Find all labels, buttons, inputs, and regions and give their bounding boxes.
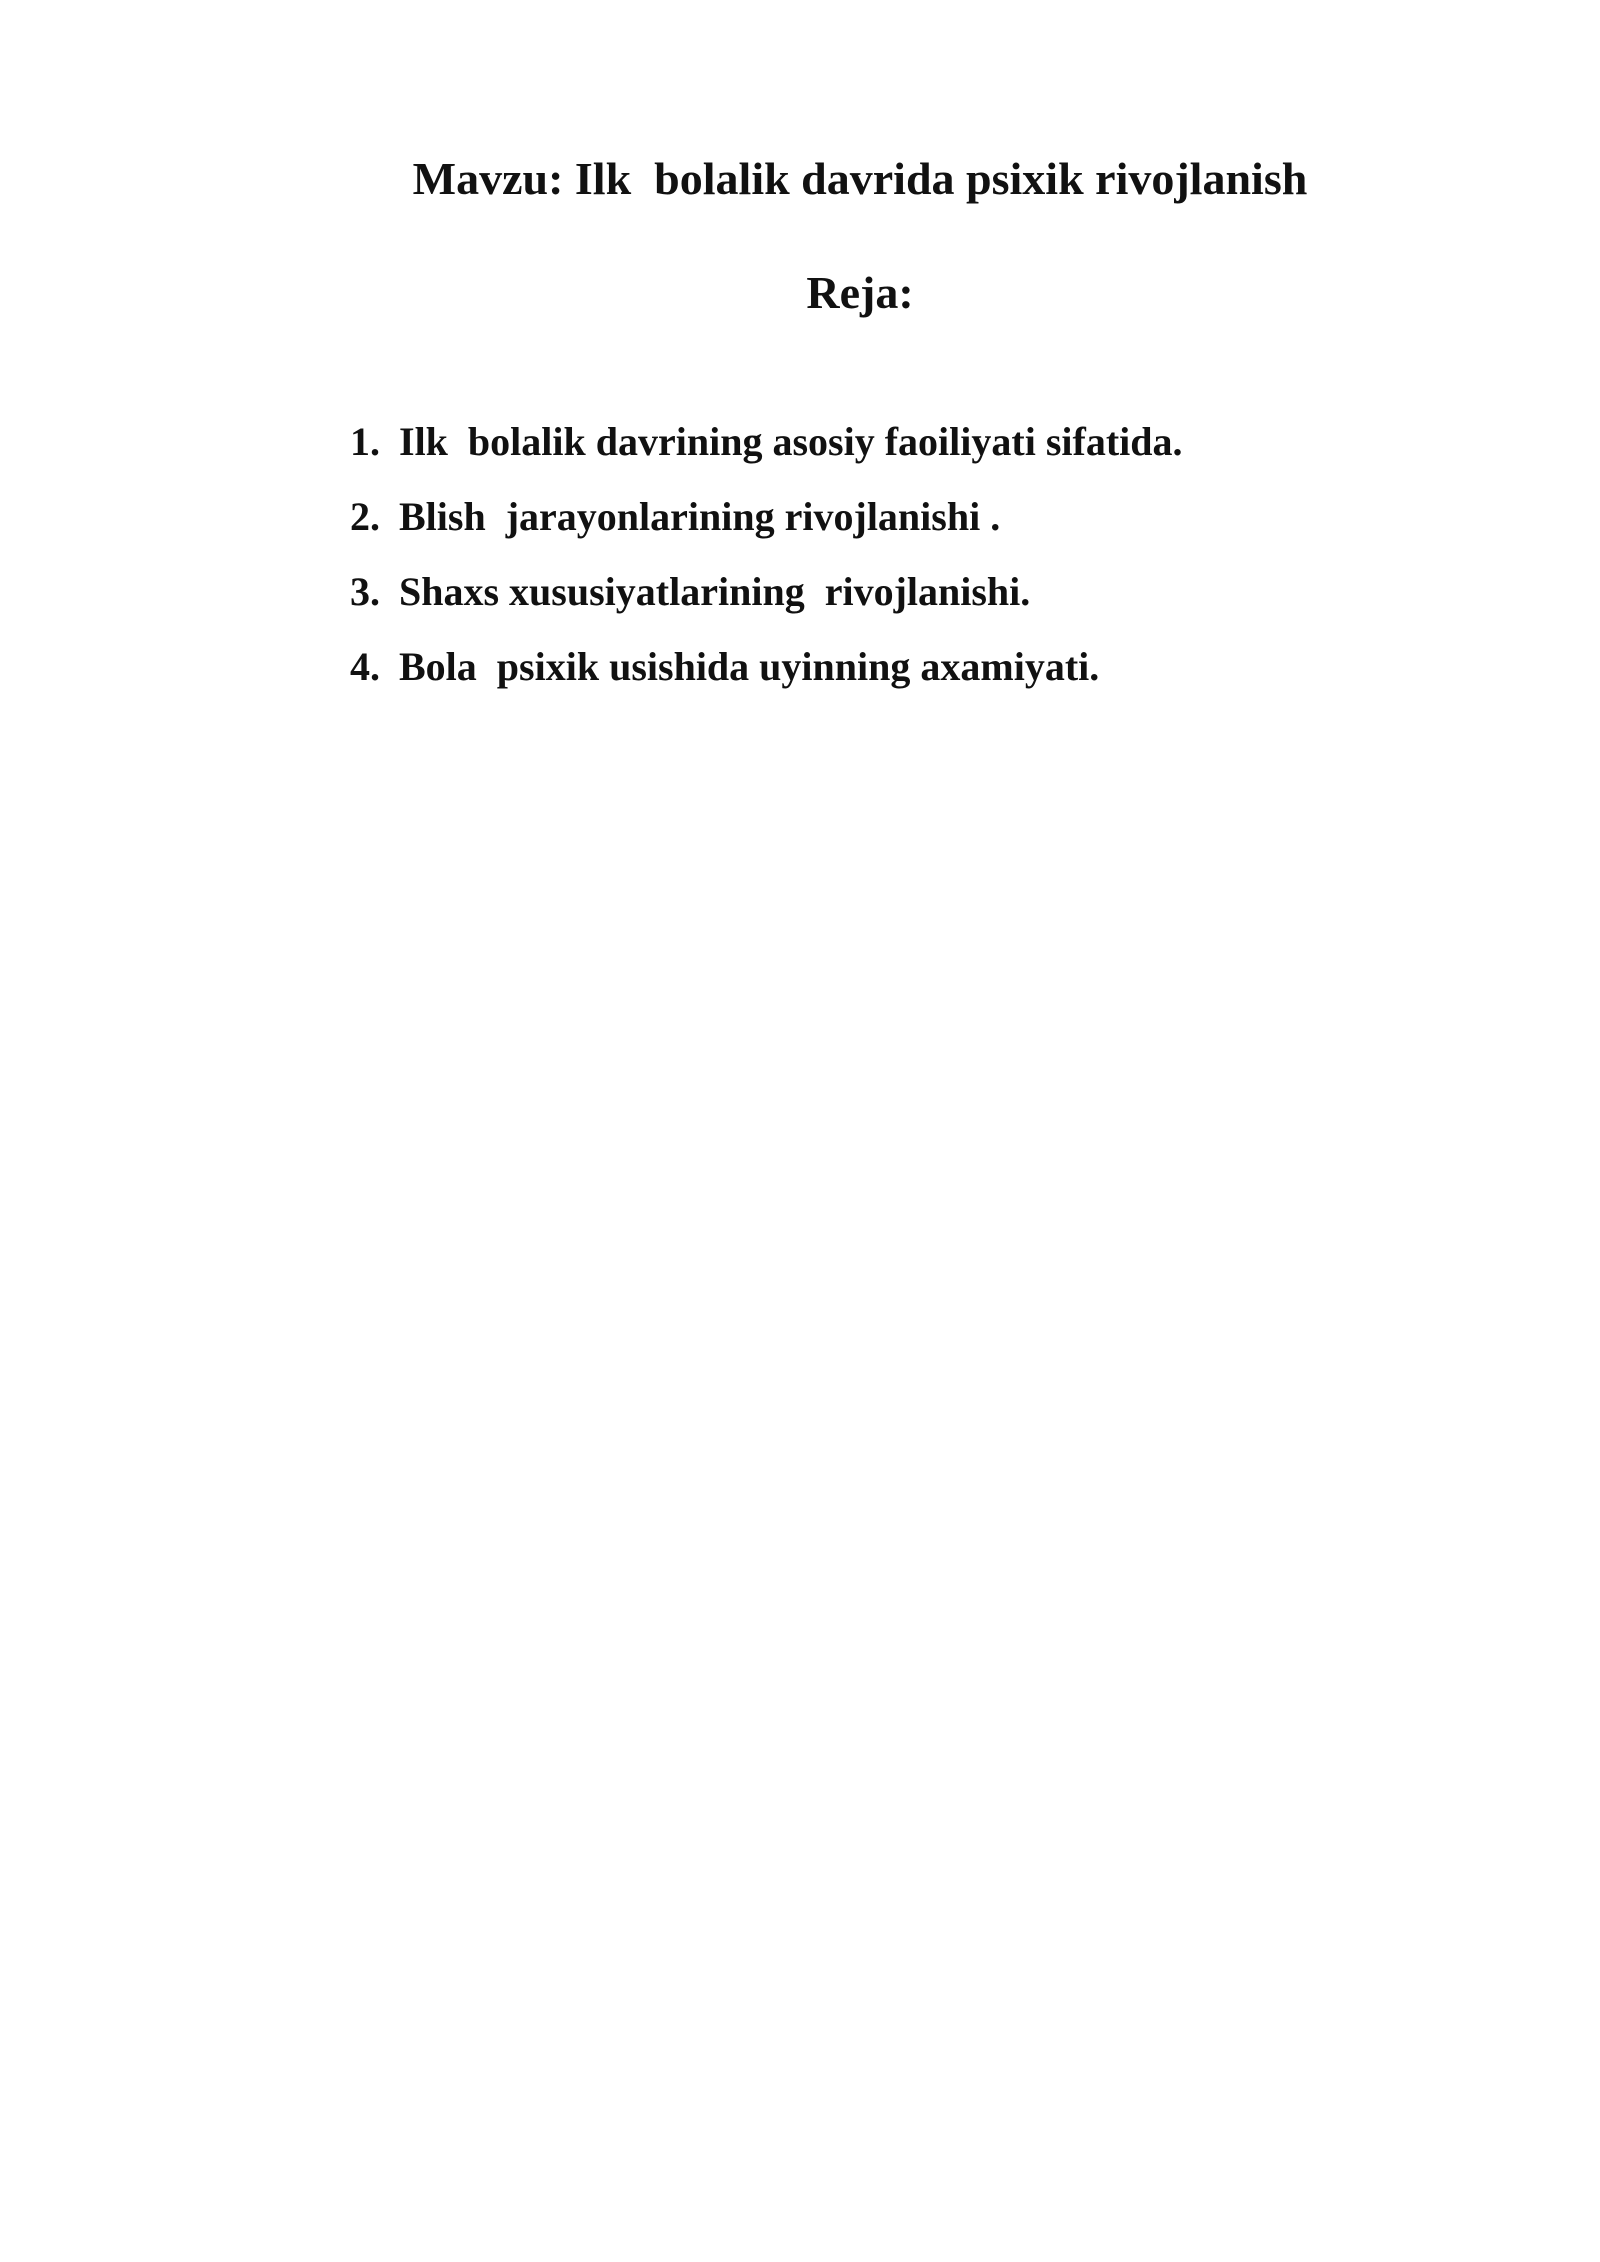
- document-title: Mavzu: Ilk bolalik davrida psixik rivojlanish: [412, 153, 1308, 204]
- plan-item-text: Shaxs xususiyatlarining rivojlanishi.: [399, 569, 1031, 614]
- plan-item: [350, 643, 1183, 718]
- plan-item-number: 1.: [350, 419, 380, 464]
- plan-item: [350, 418, 1183, 493]
- plan-item-text: Bola psixik usishida uyinning axamiyati.: [399, 644, 1100, 689]
- plan-item-number: 2.: [350, 494, 380, 539]
- plan-item-text: Ilk bolalik davrining asosiy faoiliyati sifatida.: [399, 419, 1183, 464]
- plan-item-number: 4.: [350, 644, 380, 689]
- plan-item-text: Blish jarayonlarining rivojlanishi .: [399, 494, 1001, 539]
- plan-list: [350, 418, 1183, 718]
- plan-item-number: 3.: [350, 569, 380, 614]
- plan-item: [350, 493, 1183, 568]
- plan-heading: Reja:: [806, 267, 914, 318]
- plan-item: [350, 568, 1183, 643]
